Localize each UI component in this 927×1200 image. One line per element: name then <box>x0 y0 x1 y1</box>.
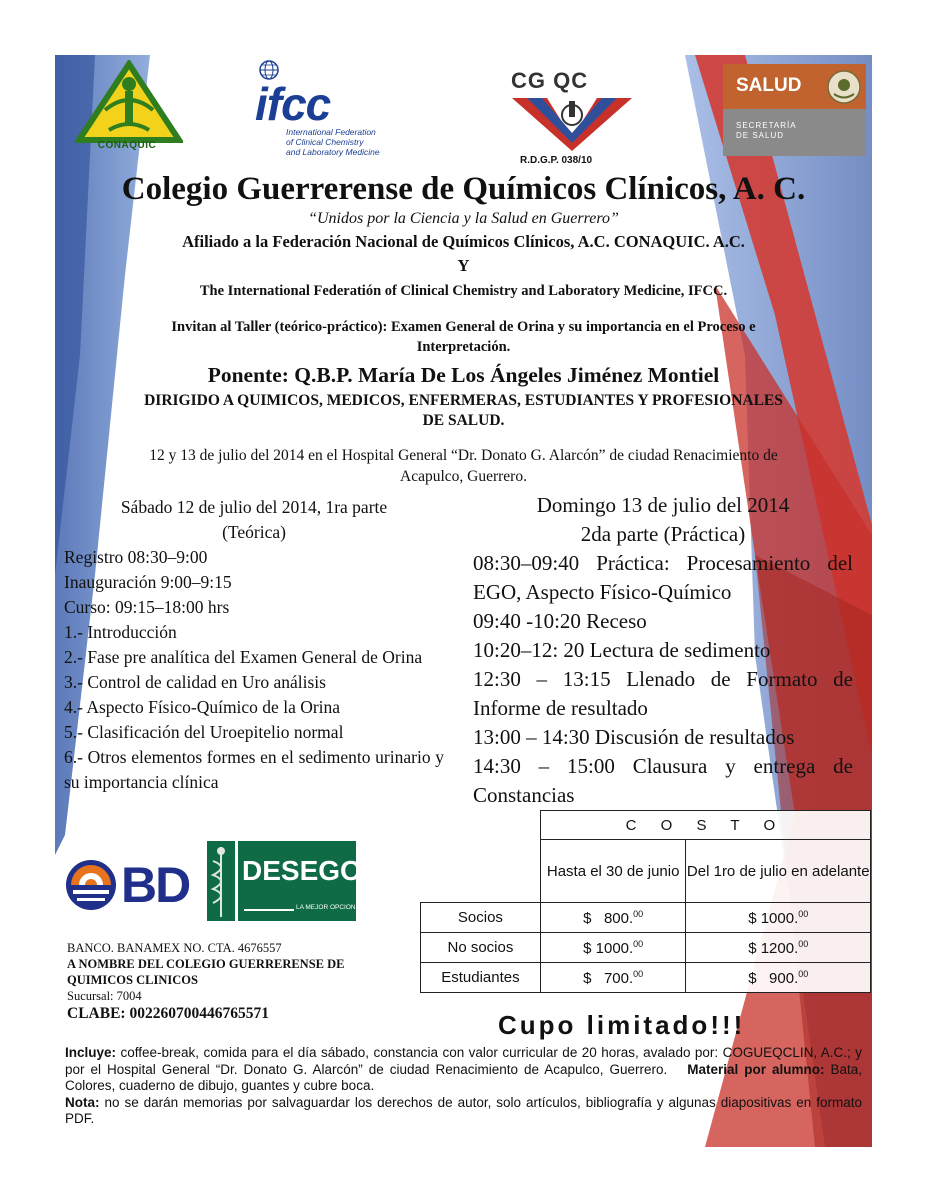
conaquic-logo <box>75 60 183 160</box>
bd-logo <box>65 850 200 920</box>
desego-wordmark: DESEGO <box>242 855 362 886</box>
saturday-item: 4.- Aspecto Físico-Químico de la Orina <box>64 697 341 717</box>
bank-holder-2: QUIMICOS CLINICOS <box>67 973 198 987</box>
ifcc-logo <box>255 57 415 162</box>
invitation-line-2: Interpretación. <box>416 339 511 355</box>
sunday-item: 14:30 – 15:00 Clausura y entrega de Constancias <box>473 754 853 807</box>
cost-amount: $ 800. <box>583 909 634 927</box>
ifcc-wordmark: ifcc <box>255 78 331 130</box>
sunday-item: 12:30 – 13:15 Llenado de Formato de Informe de resultado <box>473 667 853 720</box>
ifcc-sub-line-1: International Federation <box>286 127 376 137</box>
ifcc-sub-line-3: and Laboratory Medicine <box>286 147 380 157</box>
affiliation: Afiliado a la Federación Nacional de Químicos Clínicos, A.C. CONAQUIC. A.C. <box>182 232 745 251</box>
saturday-item: 3.- Control de calidad en Uro análisis <box>64 672 326 692</box>
mexico-shield-icon <box>826 69 862 105</box>
cost-cell <box>686 903 871 933</box>
nota-text: no se darán memorias por salvaguardar los derechos de autor, solo artículos, bibliografía y algunas diapositivas en formato PDF. <box>65 1094 862 1126</box>
sunday-schedule <box>473 491 853 810</box>
saturday-item: 6.- Otros elementos formes en el sedimento urinario y su importancia clínica <box>64 747 444 792</box>
saturday-item: Curso: 09:15–18:00 hrs <box>64 597 230 617</box>
cost-cell <box>686 933 871 963</box>
cost-cents: 00 <box>798 908 809 919</box>
venue-line-2: Acapulco, Guerrero. <box>400 468 527 485</box>
incluye-label: Incluye: <box>65 1045 117 1060</box>
material-text: Bata, Colores, cuaderno de dibujo, guantes y cubre boca. <box>65 1061 862 1093</box>
cost-cell <box>686 963 871 993</box>
flyer <box>55 55 872 1147</box>
invitation <box>75 317 852 357</box>
saturday-item: 5.- Clasificación del Uroepitelio normal <box>64 722 344 742</box>
conaquic-label: CONAQUIC <box>97 140 157 151</box>
secretaria-line-1: SECRETARÍA <box>736 121 797 130</box>
cupo-limitado: Cupo limitado!!! <box>498 1010 746 1040</box>
saturday-item: 1.- Introducción <box>64 622 177 642</box>
cost-cell <box>540 963 686 993</box>
motto: “Unidos por la Ciencia y la Salud en Guerrero” <box>308 210 619 227</box>
cgqc-wordmark: CG QC <box>511 68 589 93</box>
audience <box>65 391 862 431</box>
caduceus-icon <box>207 841 235 921</box>
cost-title: C O S T O <box>540 811 870 840</box>
bank-branch: Sucursal: 7004 <box>67 989 142 1003</box>
cost-empty-cell <box>421 811 541 840</box>
bd-wordmark: BD <box>121 857 190 913</box>
page-title: Colegio Guerrerense de Químicos Clínicos, A. C. <box>121 171 806 207</box>
conaquic-emblem-icon <box>75 60 183 144</box>
desego-logo <box>207 841 362 921</box>
sunday-item: 13:00 – 14:30 Discusión de resultados <box>473 725 795 749</box>
sunday-item: 08:30–09:40 Práctica: Procesamiento del EGO, Aspecto Físico-Químico <box>473 551 853 604</box>
desego-underline <box>244 909 294 911</box>
saturday-item: 2.- Fase pre analítica del Examen General de Orina <box>64 647 423 667</box>
cost-cents: 00 <box>798 938 809 949</box>
incluye-text: coffee-break, comida para el día sábado, constancia con valor curricular de 20 horas, avalado por: COGUEQCLIN, A.C.; y por el Hospital General “Dr. Donato G. Alarcón” de ciudad Renacimiento de Acapulco, Guerrero. <box>65 1045 862 1077</box>
bank-account: BANCO. BANAMEX NO. CTA. 4676557 <box>67 941 282 955</box>
desego-tagline: LA MEJOR OPCION <box>296 904 356 911</box>
saturday-heading-2: (Teórica) <box>222 522 286 542</box>
rdgp-number: R.D.G.P. 038/10 <box>520 155 593 166</box>
cost-cents: 00 <box>633 968 644 979</box>
cost-amount: $ 1200. <box>748 939 799 957</box>
salud-logo <box>723 64 866 156</box>
venue <box>65 445 862 487</box>
secretaria-label <box>736 121 797 141</box>
material-label: Material por alumno: <box>687 1061 825 1077</box>
audience-line-1: DIRIGIDO A QUIMICOS, MEDICOS, ENFERMERAS, ESTUDIANTES Y PROFESIONALES <box>144 392 783 409</box>
cost-cents: 00 <box>633 938 644 949</box>
cgqc-emblem-icon <box>507 93 637 153</box>
and-label: Y <box>457 256 470 275</box>
footer-notes <box>65 1045 862 1128</box>
cost-cell <box>540 903 686 933</box>
cost-header-until-june: Hasta el 30 de junio <box>540 840 686 903</box>
cost-header-from-july: Del 1ro de julio en adelante <box>686 840 871 903</box>
bank-holder-1: A NOMBRE DEL COLEGIO GUERRERENSE DE <box>67 957 345 971</box>
cost-amount: $ 900. <box>748 969 799 987</box>
bd-sun-icon <box>65 854 117 916</box>
sunday-item: 10:20–12: 20 Lectura de sedimento <box>473 638 771 662</box>
cost-amount: $ 1000. <box>583 939 634 957</box>
speaker: Ponente: Q.B.P. María De Los Ángeles Jiménez Montiel <box>207 363 720 387</box>
cost-row-label: Estudiantes <box>421 963 541 993</box>
venue-line-1: 12 y 13 de julio del 2014 en el Hospital General “Dr. Donato G. Alarcón” de ciudad Renacimiento de <box>149 447 778 464</box>
saturday-schedule <box>64 495 444 795</box>
cost-cents: 00 <box>633 908 644 919</box>
saturday-heading-1: Sábado 12 de julio del 2014, 1ra parte <box>120 497 388 517</box>
cgqc-logo <box>505 63 645 168</box>
bank-info <box>67 940 427 1022</box>
cost-cell <box>540 933 686 963</box>
audience-line-2: DE SALUD. <box>422 412 505 429</box>
salud-gray-box <box>723 109 866 156</box>
cost-table <box>420 810 871 993</box>
salud-box <box>723 64 866 109</box>
sunday-heading-1: Domingo 13 de julio del 2014 <box>536 493 790 517</box>
cost-amount: $ 1000. <box>748 909 799 927</box>
bank-clabe: CLABE: 002260700446765571 <box>67 1005 269 1022</box>
nota-label: Nota: <box>65 1094 100 1110</box>
cost-cents: 00 <box>798 968 809 979</box>
ifcc-full-name: The International Federatión of Clinical Chemistry and Laboratory Medicine, IFCC. <box>199 283 728 299</box>
desego-bar <box>207 841 235 921</box>
ifcc-subtitle <box>286 127 380 157</box>
ifcc-sub-line-2: of Clinical Chemistry <box>286 137 364 147</box>
cost-empty-cell <box>421 840 541 903</box>
cost-amount: $ 700. <box>583 969 634 987</box>
saturday-item: Inauguración 9:00–9:15 <box>64 572 232 592</box>
cost-row-label: Socios <box>421 903 541 933</box>
invitation-line-1: Invitan al Taller (teórico-práctico): Examen General de Orina y su importancia en el Proceso e <box>171 319 756 335</box>
secretaria-line-2: DE SALUD <box>736 131 785 140</box>
salud-wordmark: SALUD <box>736 75 802 96</box>
sunday-heading-2: 2da parte (Práctica) <box>580 522 746 546</box>
sunday-item: 09:40 -10:20 Receso <box>473 609 647 633</box>
desego-box <box>238 841 362 921</box>
cost-row-label: No socios <box>421 933 541 963</box>
saturday-item: Registro 08:30–9:00 <box>64 547 208 567</box>
